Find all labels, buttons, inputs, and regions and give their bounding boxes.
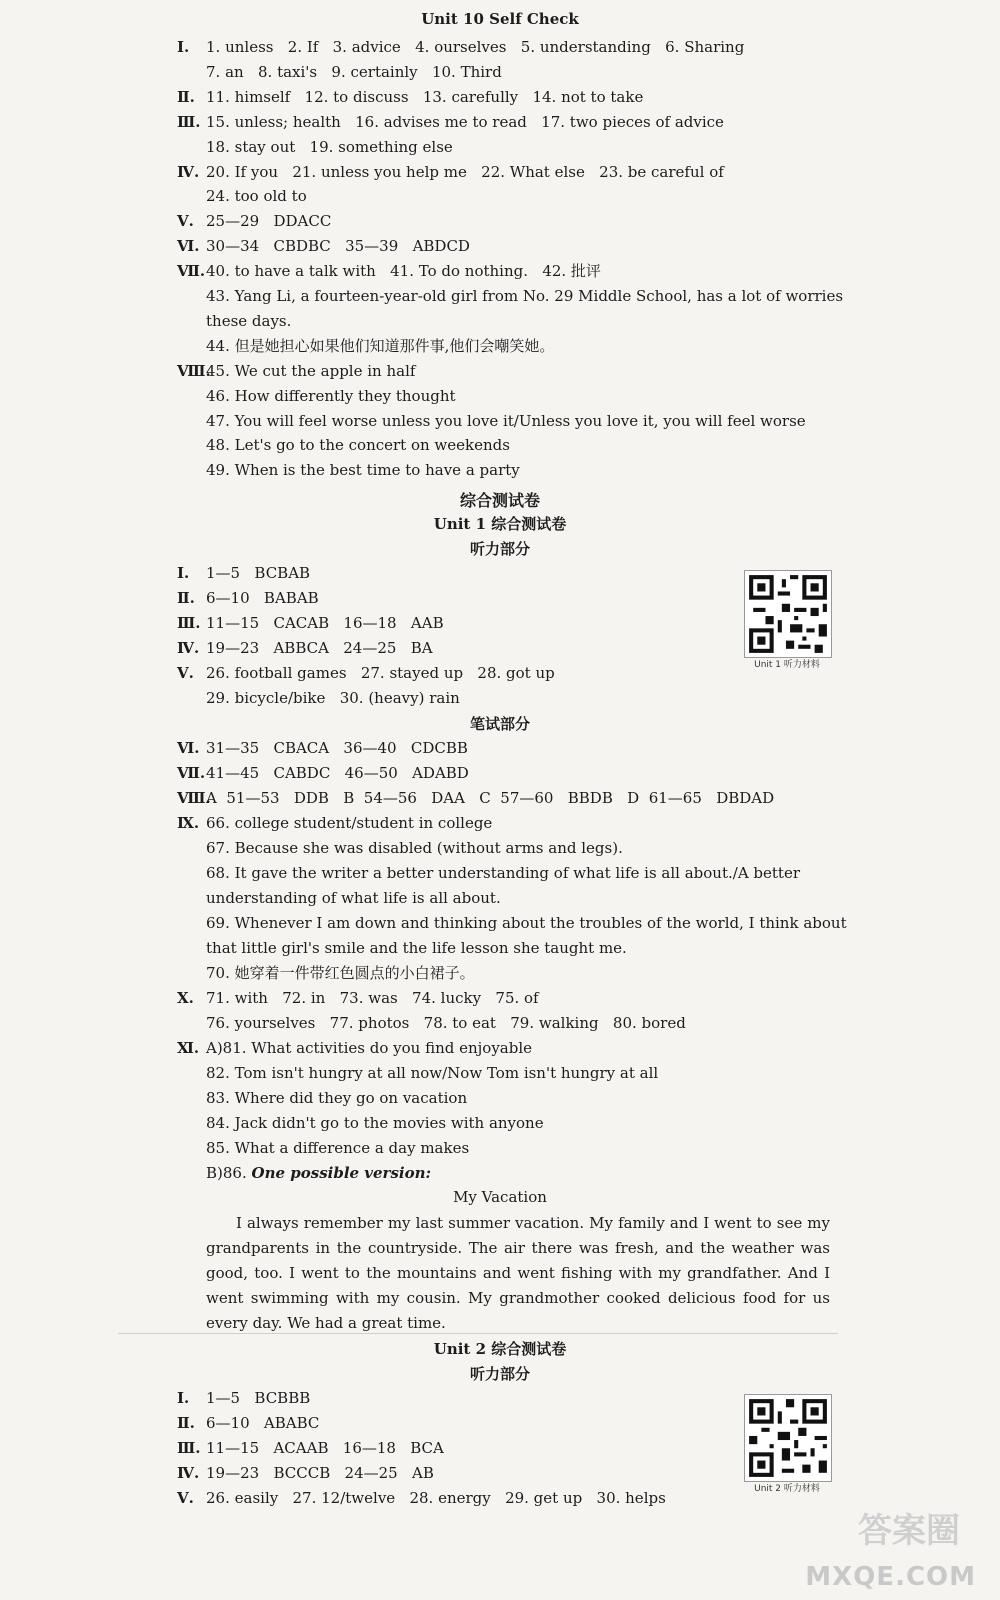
- answer-text: that little girl's smile and the life lesson she taught me.: [206, 939, 627, 957]
- answer-text: 19—23 ABBCA 24—25 BA: [206, 639, 433, 657]
- roman-numeral: Ⅳ.: [177, 639, 200, 657]
- roman-numeral: Ⅵ.: [177, 739, 200, 757]
- answer-text: 24. too old to: [206, 187, 307, 206]
- answer-text: 26. football games 27. stayed up 28. got up: [206, 664, 555, 682]
- answer-text: 1—5 BCBAB: [206, 564, 311, 582]
- answer-text: 11. himself 12. to discuss 13. carefully 14. not to take: [206, 87, 644, 106]
- watermark-logo: 答案圈: [858, 1511, 960, 1551]
- answer-text: 25—29 DDACC: [206, 212, 332, 231]
- answer-text: 11—15 ACAAB 16—18 BCA: [206, 1439, 444, 1457]
- section-divider: [118, 1333, 838, 1334]
- unit2-title: Unit 2 综合测试卷: [433, 1340, 567, 1358]
- unit1-listening-heading: 听力部分: [469, 540, 530, 558]
- answer-text: 1. unless 2. If 3. advice 4. ourselves 5. understanding 6. Sharing: [206, 38, 745, 56]
- roman-numeral: Ⅱ.: [177, 1414, 195, 1432]
- answer-text: 66. college student/student in college: [206, 814, 493, 832]
- answer-text: 45. We cut the apple in half: [206, 361, 416, 380]
- roman-numeral: Ⅹ.: [177, 989, 194, 1007]
- answer-text: 47. You will feel worse unless you love it/Unless you love it, you will feel worse: [206, 411, 806, 430]
- roman-numeral: Ⅰ.: [177, 564, 190, 582]
- answer-text: 40. to have a talk with 41. To do nothing. 42. 批评: [206, 262, 601, 281]
- qr-pattern-icon: [745, 1395, 831, 1481]
- qr-pattern-icon: [745, 571, 831, 657]
- roman-numeral: Ⅲ.: [177, 1439, 201, 1457]
- answer-text: 20. If you 21. unless you help me 22. What else 23. be careful of: [206, 162, 724, 181]
- answer-text: 11—15 CACAB 16—18 AAB: [206, 614, 444, 632]
- answer-text: 49. When is the best time to have a party: [206, 461, 520, 480]
- answer-text: 48. Let's go to the concert on weekends: [206, 436, 510, 455]
- answer-text: A 51—53 DDB B 54—56 DAA C 57—60 BBDB D 61—65 DBDAD: [206, 789, 775, 807]
- answer-text: 19—23 BCCCB 24—25 AB: [206, 1464, 434, 1482]
- answer-text: 85. What a difference a day makes: [206, 1139, 470, 1157]
- qr-code-unit1[interactable]: [744, 570, 832, 658]
- answer-text: 84. Jack didn't go to the movies with anyone: [206, 1114, 544, 1132]
- roman-numeral: Ⅶ.: [177, 262, 206, 281]
- watermark-url: MXQE.COM: [805, 1562, 976, 1592]
- essay-label: [206, 1163, 431, 1183]
- essay-label-text: One possible version:: [251, 1164, 432, 1182]
- roman-numeral: Ⅸ.: [177, 814, 200, 832]
- answer-text: 26. easily 27. 12/twelve 28. energy 29. get up 30. helps: [206, 1489, 666, 1507]
- roman-numeral: Ⅷ.: [177, 789, 211, 807]
- answer-text: 67. Because she was disabled (without arms and legs).: [206, 839, 623, 857]
- answer-text: 71. with 72. in 73. was 74. lucky 75. of: [206, 989, 539, 1007]
- essay-label-prefix: B)86.: [206, 1164, 247, 1182]
- roman-numeral: Ⅰ.: [177, 38, 190, 56]
- answer-text: A)81. What activities do you find enjoyable: [206, 1039, 533, 1057]
- roman-numeral: Ⅱ.: [177, 589, 195, 607]
- answer-text: 43. Yang Li, a fourteen-year-old girl from No. 29 Middle School, has a lot of worries: [206, 287, 844, 305]
- answer-text: 6—10 ABABC: [206, 1414, 320, 1432]
- roman-numeral: Ⅴ.: [177, 212, 194, 231]
- answer-text: understanding of what life is all about.: [206, 889, 501, 907]
- qr-code-unit2[interactable]: [744, 1394, 832, 1482]
- roman-numeral: Ⅳ.: [177, 1464, 200, 1482]
- answer-text: 1—5 BCBBB: [206, 1389, 311, 1407]
- roman-numeral: Ⅳ.: [177, 162, 200, 181]
- unit1-written-heading: 笔试部分: [469, 715, 530, 733]
- roman-numeral: Ⅲ.: [177, 112, 201, 131]
- answer-text: 44. 但是她担心如果他们知道那件事,他们会嘲笑她。: [206, 336, 555, 355]
- answer-text: 70. 她穿着一件带红色圆点的小白裙子。: [206, 964, 475, 982]
- answer-text: 30—34 CBDBC 35—39 ABDCD: [206, 237, 470, 256]
- answer-text: 15. unless; health 16. advises me to read 17. two pieces of advice: [206, 112, 724, 131]
- roman-numeral: Ⅱ.: [177, 87, 195, 106]
- answer-text: 31—35 CBACA 36—40 CDCBB: [206, 739, 468, 757]
- answer-text: 68. It gave the writer a better understanding of what life is all about./A better: [206, 864, 801, 882]
- roman-numeral: Ⅷ.: [177, 361, 211, 380]
- roman-numeral: Ⅵ.: [177, 237, 200, 256]
- roman-numeral: Ⅲ.: [177, 614, 201, 632]
- answer-text: 82. Tom isn't hungry at all now/Now Tom isn't hungry at all: [206, 1064, 659, 1082]
- roman-numeral: Ⅶ.: [177, 764, 206, 782]
- essay-title: My Vacation: [453, 1188, 547, 1206]
- section-title: 综合测试卷: [459, 491, 540, 510]
- answer-text: 29. bicycle/bike 30. (heavy) rain: [206, 689, 460, 707]
- qr-caption-unit2: Unit 2 听力材料: [754, 1484, 820, 1494]
- answer-text: 41—45 CABDC 46—50 ADABD: [206, 764, 469, 782]
- roman-numeral: Ⅴ.: [177, 664, 194, 682]
- qr-caption-unit1: Unit 1 听力材料: [754, 660, 820, 670]
- unit1-title: Unit 1 综合测试卷: [433, 515, 567, 533]
- answer-text: 46. How differently they thought: [206, 386, 456, 405]
- answer-text: 76. yourselves 77. photos 78. to eat 79. walking 80. bored: [206, 1014, 686, 1032]
- unit2-listening-heading: 听力部分: [469, 1365, 530, 1383]
- roman-numeral: Ⅰ.: [177, 1389, 190, 1407]
- unit10-title: Unit 10 Self Check: [421, 10, 579, 28]
- roman-numeral: Ⅴ.: [177, 1489, 194, 1507]
- answer-text: 7. an 8. taxi's 9. certainly 10. Third: [206, 62, 502, 81]
- answer-text: 6—10 BABAB: [206, 589, 319, 607]
- answer-text: 69. Whenever I am down and thinking about the troubles of the world, I think about: [206, 914, 847, 932]
- answer-text: 18. stay out 19. something else: [206, 137, 453, 156]
- essay-body: I always remember my last summer vacation. My family and I went to see my grandparents in the countryside. The air there was fresh, and the weather was good, too. I went to the mountains and went fishing with my grandfather. And I went swimming with my cousin. My grandmother cooked delicious food for us every day. We had a great time.: [206, 1214, 830, 1332]
- answer-text: these days.: [206, 311, 292, 330]
- roman-numeral: Ⅺ.: [177, 1039, 200, 1057]
- answer-text: 83. Where did they go on vacation: [206, 1089, 468, 1107]
